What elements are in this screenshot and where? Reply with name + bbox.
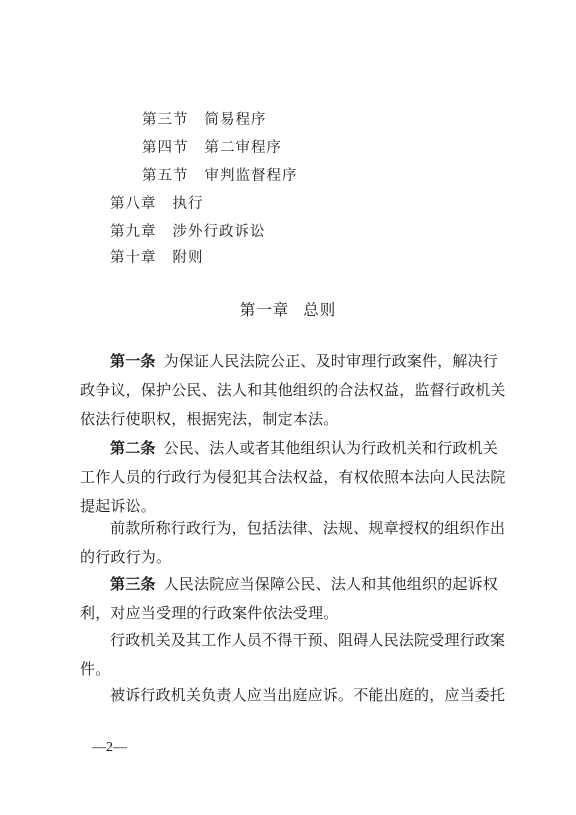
article-1-paragraph — [80, 347, 510, 434]
paragraph-line: 被诉行政机关负责人应当出庭应诉。不能出庭的，应当委托 — [110, 686, 506, 704]
paragraph-line: 工作人员的行政行为侵犯其合法权益，有权依照本法向人民法院 — [80, 468, 506, 486]
article-3-paragraph — [80, 570, 510, 628]
paragraph-line: 利，对应当受理的行政案件依法受理。 — [80, 604, 339, 622]
toc-chapter-9 — [110, 220, 266, 241]
toc-chapter-10 — [110, 246, 204, 267]
chapter-heading — [0, 298, 576, 320]
toc-section-4 — [142, 136, 282, 157]
chapter-title: 总则 — [303, 301, 337, 319]
article-number: 第三条 — [110, 575, 156, 593]
article-number: 第一条 — [110, 352, 156, 370]
toc-number: 第四节 — [142, 140, 189, 156]
toc-title: 简易程序 — [204, 112, 267, 128]
paragraph-line: 的行政行为。 — [80, 548, 172, 566]
toc-number: 第五节 — [142, 168, 189, 184]
paragraph-line: 行政机关及其工作人员不得干预、阻碍人民法院受理行政案 — [110, 631, 506, 649]
chapter-number: 第一章 — [239, 301, 290, 319]
toc-number: 第十章 — [110, 250, 157, 266]
toc-number: 第九章 — [110, 224, 157, 240]
paragraph-line: 政争议，保护公民、法人和其他组织的合法权益，监督行政机关 — [80, 381, 506, 399]
toc-number: 第三节 — [142, 112, 189, 128]
article-3-clause-2 — [80, 626, 510, 684]
toc-section-5 — [142, 164, 298, 185]
toc-title: 执行 — [172, 196, 204, 212]
paragraph-line: 人民法院应当保障公民、法人和其他组织的起诉权 — [163, 575, 499, 593]
toc-number: 第八章 — [110, 196, 157, 212]
paragraph-line: 提起诉讼。 — [80, 497, 157, 515]
article-2-paragraph — [80, 434, 510, 521]
toc-section-3 — [142, 108, 267, 129]
toc-title: 审判监督程序 — [204, 168, 298, 184]
paragraph-line: 件。 — [80, 660, 111, 678]
article-3-clause-3 — [110, 681, 510, 710]
paragraph-line: 为保证人民法院公正、及时审理行政案件，解决行 — [163, 352, 499, 370]
paragraph-line: 公民、法人或者其他组织认为行政机关和行政机关 — [163, 439, 499, 457]
article-2-clause-2 — [80, 514, 510, 572]
toc-title: 附则 — [172, 250, 204, 266]
toc-title: 涉外行政诉讼 — [172, 224, 266, 240]
paragraph-line: 前款所称行政行为，包括法律、法规、规章授权的组织作出 — [110, 519, 506, 537]
article-number: 第二条 — [110, 439, 156, 457]
toc-title: 第二审程序 — [204, 140, 282, 156]
page-number: —2— — [92, 740, 127, 755]
toc-chapter-8 — [110, 192, 204, 213]
paragraph-line: 依法行使职权，根据宪法，制定本法。 — [80, 410, 339, 428]
